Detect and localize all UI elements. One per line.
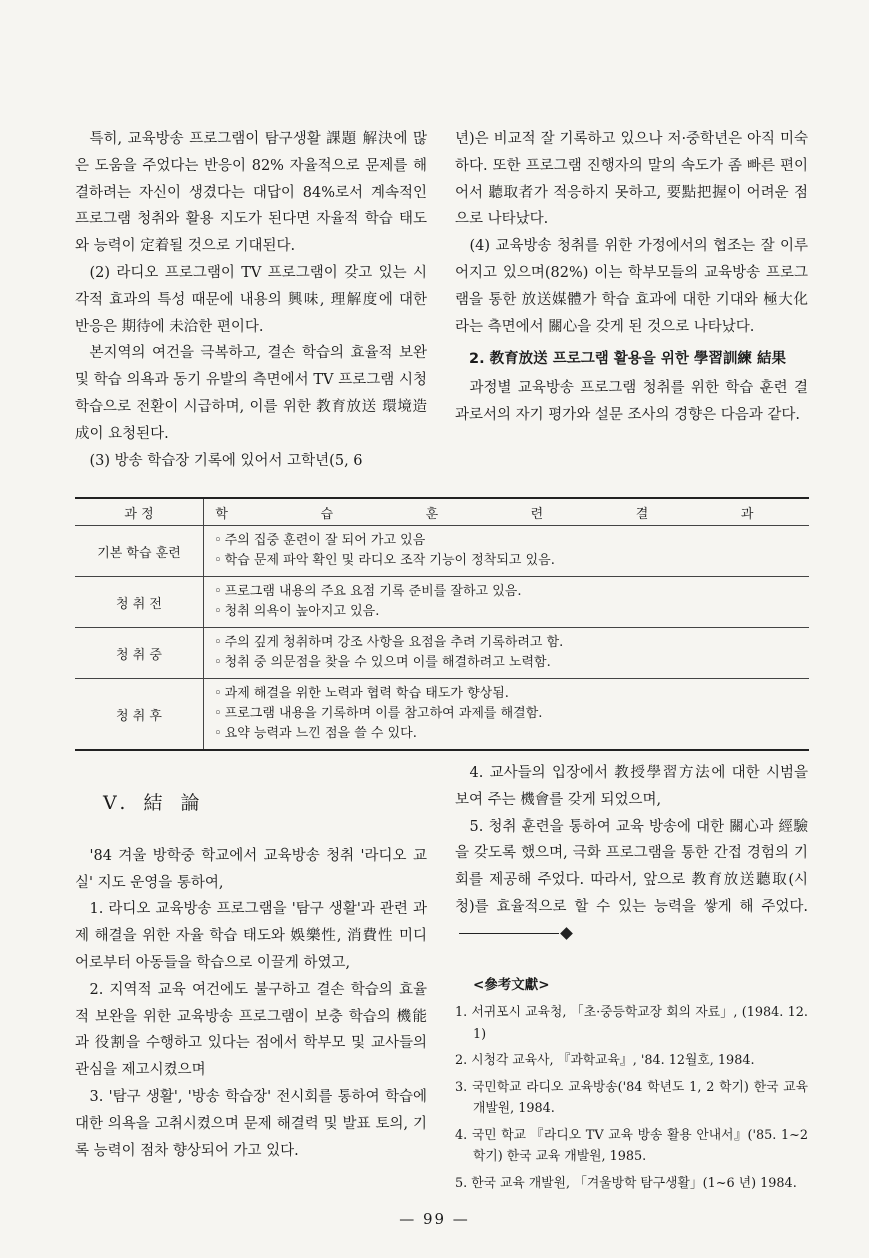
table-header-results: 학 습 훈 련 결 과 <box>204 498 810 526</box>
paragraph-notebook-record: (3) 방송 학습장 기록에 있어서 고학년(5, 6 <box>89 452 363 469</box>
table-cell-results <box>204 577 810 628</box>
conclusion-item-5 <box>455 814 808 948</box>
conclusion-item-1: 1. 라디오 교육방송 프로그램을 '탐구 생활'과 관련 과제 해결을 위한 자율 학습 태도와 娛樂性, 消費性 미디어로부터 아동들을 학습으로 이끌게 하였고, <box>75 901 427 971</box>
result-item: ◦ 프로그램 내용의 주요 요점 기록 준비를 잘하고 있음. <box>214 582 809 602</box>
top-left-column <box>75 126 427 474</box>
training-results-table <box>75 497 809 751</box>
reference-item: 4. 국민 학교 『라디오 TV 교육 방송 활용 안내서』('85. 1~2 학기) 한국 교육 개발원, 1985. <box>455 1127 808 1165</box>
conclusion-item-3: 3. '탐구 생활', '방송 학습장' 전시회를 통하여 학습에 대한 의욕을 고취시켰으며 문제 해결력 및 발표 토의, 기록 능력이 점차 향상되어 가고 있다. <box>75 1088 427 1159</box>
table-row <box>75 679 809 751</box>
conclusion-title: V. 結 論 <box>103 792 206 814</box>
end-rule <box>459 933 559 934</box>
table-header-row <box>75 498 809 526</box>
result-item: ◦ 요약 능력과 느낀 점을 쓸 수 있다. <box>214 724 809 744</box>
paragraph-inquiry-life: 특히, 교육방송 프로그램이 탐구생활 課題 解決에 많은 도움을 주었다는 반응이 82% 자율적으로 문제를 해결하려는 자신이 생겼다는 대답이 84%로서 계속적인 프로그램 청취와 활용 지도가 된다면 자율적 학습 태도와 능력이 定着될 것으로 기대된다. <box>75 131 427 255</box>
table-cell-stage: 기본 학습 훈련 <box>75 526 204 577</box>
end-diamond-icon <box>560 927 573 940</box>
conclusion-intro: '84 겨울 방학중 학교에서 교육방송 청취 '라디오 교실' 지도 운영을 통하여, <box>75 847 427 891</box>
result-item: ◦ 청취 의욕이 높아지고 있음. <box>214 602 809 622</box>
bottom-right-column <box>455 760 808 1199</box>
table-cell-results <box>204 679 810 751</box>
reference-item: 5. 한국 교육 개발원, 「겨울방학 탐구생활」(1~6 년) 1984. <box>455 1175 797 1191</box>
table-cell-stage: 청 취 전 <box>75 577 204 628</box>
result-item: ◦ 청취 중 의문점을 찾을 수 있으며 이를 해결하려고 노력함. <box>214 653 809 673</box>
paragraph-notebook-continued: 년)은 비교적 잘 기록하고 있으나 저·중학년은 아직 미숙하다. 또한 프로그램 진행자의 말의 속도가 좀 빠른 편이어서 聽取者가 적응하지 못하고, 要點把握이 어려운 점으로 나타났다. <box>455 131 808 228</box>
paragraph-home-cooperation: (4) 교육방송 청취를 위한 가정에서의 협조는 잘 이루어지고 있으며(82%) 이는 학부모들의 교육방송 프로그램을 통한 放送媒體가 학습 효과에 대한 기대와 極大化라는 측면에서 關心을 갖게 된 것으로 나타났다. <box>455 238 808 335</box>
result-item: ◦ 학습 문제 파악 확인 및 라디오 조작 기능이 정착되고 있음. <box>214 551 809 571</box>
bottom-left-column <box>75 760 427 1164</box>
table-header-stage: 과 정 <box>75 498 204 526</box>
conclusion-item-2: 2. 지역적 교육 여건에도 불구하고 결손 학습의 효율적 보완을 위한 교육방송 프로그램이 보충 학습의 機能과 役割을 수행하고 있다는 점에서 학부모 및 교사들의 관심을 제고시켰으며 <box>75 981 427 1079</box>
table-cell-results <box>204 526 810 577</box>
result-item: ◦ 주의 집중 훈련이 잘 되어 가고 있음 <box>214 531 809 551</box>
table-row <box>75 577 809 628</box>
paragraph-training-intro: 과정별 교육방송 프로그램 청취를 위한 학습 훈련 결과로서의 자기 평가와 설문 조사의 경향은 다음과 같다. <box>455 380 808 424</box>
reference-item: 2. 시청각 교육사, 『과학교육』, '84. 12월호, 1984. <box>455 1053 755 1069</box>
result-item: ◦ 과제 해결을 위한 노력과 협력 학습 태도가 향상됨. <box>214 684 809 704</box>
page-number: — 99 — <box>399 1210 470 1228</box>
result-item: ◦ 주의 깊게 청취하며 강조 사항을 요점을 추려 기록하려고 함. <box>214 633 809 653</box>
section-heading-training-results: 2. 教育放送 프로그램 활용을 위한 學習訓練 結果 <box>469 351 786 368</box>
table-cell-stage: 청 취 후 <box>75 679 204 751</box>
table-cell-results <box>204 628 810 679</box>
table-row <box>75 526 809 577</box>
paragraph-tv-transition: 본지역의 여건을 극복하고, 결손 학습의 효율적 보완 및 학습 의욕과 동기 유발의 측면에서 TV 프로그램 시청 학습으로 전환이 시급하며, 이를 위한 教育放送 環境造成이 요청된다. <box>75 345 427 442</box>
reference-item: 1. 서귀포시 교육청, 「초·중등학교장 회의 자료」, (1984. 12. 1) <box>455 1005 808 1042</box>
paragraph-radio-vs-tv: (2) 라디오 프로그램이 TV 프로그램이 갖고 있는 시각적 효과의 특성 때문에 내용의 興味, 理解度에 대한 반응은 期待에 未洽한 편이다. <box>75 264 427 335</box>
conclusion-item-4: 4. 교사들의 입장에서 教授學習方法에 대한 시범을 보여 주는 機會를 갖게 되었으며, <box>455 765 808 808</box>
table-cell-stage: 청 취 중 <box>75 628 204 679</box>
references-title: <參考文獻> <box>473 976 550 993</box>
table-row <box>75 628 809 679</box>
conclusion-item-5-text: 5. 청취 훈련을 통하여 교육 방송에 대한 關心과 經驗을 갖도록 했으며, 극화 프로그램을 통한 간접 경험의 기회를 제공해 주었다. 따라서, 앞으로 教育放送聽取(시청)를 효율적으로 할 수 있는 능력을 쌓게 해 주었다. <box>455 818 808 915</box>
reference-item: 3. 국민학교 라디오 교육방송('84 학년도 1, 2 학기) 한국 교육 개발원, 1984. <box>455 1079 808 1117</box>
result-item: ◦ 프로그램 내용을 기록하며 이를 참고하여 과제를 해결함. <box>214 704 809 724</box>
top-right-column <box>455 126 808 429</box>
